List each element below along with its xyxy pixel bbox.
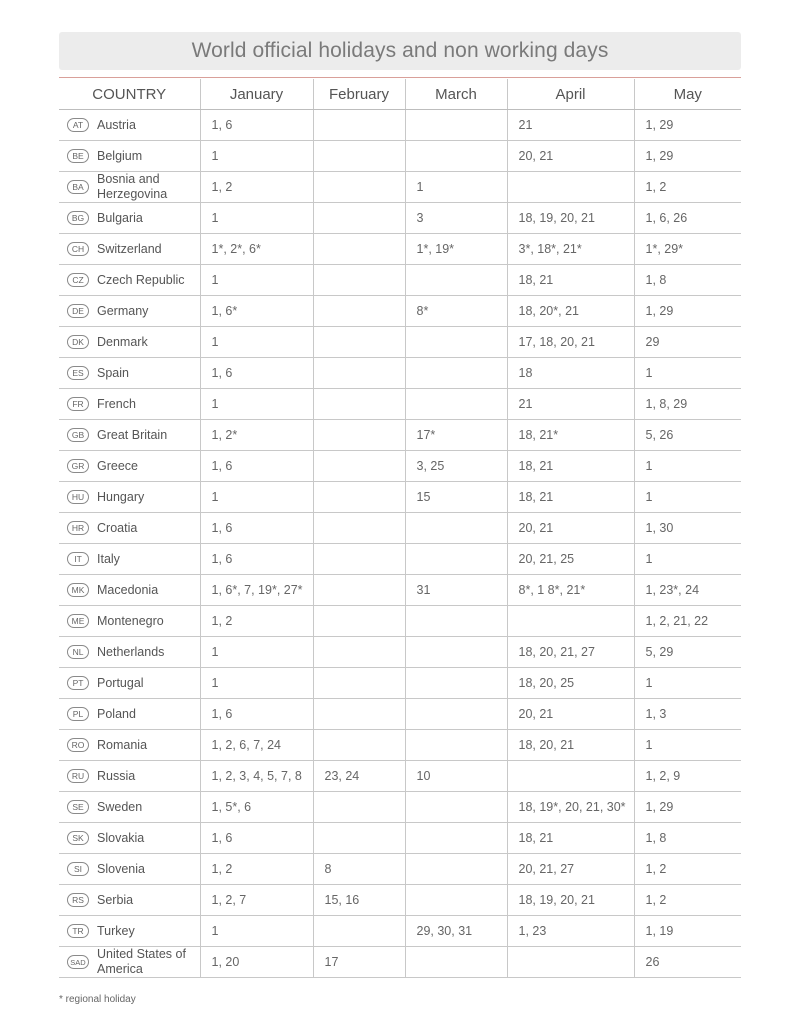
country-wrap [67,738,200,753]
country-cell [59,823,200,854]
table-row [59,265,741,296]
may-cell: 1, 29 [634,141,741,172]
col-header-may: May [634,79,741,110]
country-cell [59,110,200,141]
may-cell: 1, 8 [634,823,741,854]
table-row [59,916,741,947]
february-cell: 8 [313,854,405,885]
april-cell: 18, 21* [507,420,634,451]
may-cell: 1*, 29* [634,234,741,265]
country-wrap [67,118,200,133]
country-code-badge: CH [67,242,89,256]
country-cell [59,327,200,358]
may-cell: 1, 2 [634,885,741,916]
may-cell: 1 [634,544,741,575]
country-code-badge: GR [67,459,89,473]
february-cell [313,792,405,823]
table-row [59,172,741,203]
country-wrap [67,800,200,815]
march-cell [405,823,507,854]
march-cell [405,389,507,420]
country-cell [59,265,200,296]
february-cell [313,699,405,730]
february-cell [313,823,405,854]
april-cell: 18, 21 [507,265,634,296]
country-wrap [67,273,200,288]
country-name: Austria [97,117,136,132]
april-cell [507,947,634,978]
may-cell: 1, 2, 9 [634,761,741,792]
col-header-february: February [313,79,405,110]
february-cell [313,327,405,358]
country-name: Bulgaria [97,210,143,225]
april-cell: 3*, 18*, 21* [507,234,634,265]
country-code-badge: RU [67,769,89,783]
march-cell [405,110,507,141]
march-cell: 17* [405,420,507,451]
country-code-badge: BA [67,180,89,194]
country-cell [59,544,200,575]
country-wrap [67,552,200,567]
february-cell [313,296,405,327]
country-code-badge: DK [67,335,89,349]
january-cell: 1, 6 [200,699,313,730]
footnote: * regional holiday [59,994,136,1005]
january-cell: 1, 6* [200,296,313,327]
april-cell: 20, 21 [507,141,634,172]
table-body [59,110,741,978]
country-cell [59,358,200,389]
april-cell: 18 [507,358,634,389]
table-row [59,389,741,420]
country-code-badge: HU [67,490,89,504]
january-cell: 1, 2 [200,172,313,203]
april-cell: 18, 21 [507,451,634,482]
table-row [59,482,741,513]
country-wrap [67,521,200,536]
table-row [59,668,741,699]
country-name: Germany [97,303,149,318]
table-row [59,420,741,451]
may-cell: 1 [634,451,741,482]
may-cell: 1, 8, 29 [634,389,741,420]
col-header-january: January [200,79,313,110]
country-cell [59,482,200,513]
may-cell: 1, 19 [634,916,741,947]
may-cell: 1, 30 [634,513,741,544]
country-name: Turkey [97,923,135,938]
january-cell: 1, 6 [200,544,313,575]
january-cell: 1 [200,141,313,172]
march-cell: 31 [405,575,507,606]
january-cell: 1, 6 [200,358,313,389]
table-row [59,544,741,575]
country-wrap [67,676,200,691]
country-wrap [67,947,200,977]
january-cell: 1, 2, 3, 4, 5, 7, 8 [200,761,313,792]
table-row [59,761,741,792]
country-code-badge: SE [67,800,89,814]
country-wrap [67,211,200,226]
march-cell [405,637,507,668]
may-cell: 1, 2, 21, 22 [634,606,741,637]
country-name: Portugal [97,675,144,690]
march-cell: 1 [405,172,507,203]
march-cell: 3, 25 [405,451,507,482]
march-cell: 3 [405,203,507,234]
country-code-badge: FR [67,397,89,411]
country-cell [59,389,200,420]
february-cell [313,916,405,947]
table-row [59,451,741,482]
april-cell: 18, 21 [507,823,634,854]
col-header-april: April [507,79,634,110]
country-cell [59,575,200,606]
january-cell: 1 [200,482,313,513]
country-wrap [67,459,200,474]
country-name: Slovakia [97,830,145,845]
country-name: Russia [97,768,136,783]
country-name: Poland [97,706,136,721]
may-cell: 1 [634,730,741,761]
country-wrap [67,490,200,505]
february-cell [313,420,405,451]
country-name: Belgium [97,148,143,163]
country-cell [59,947,200,978]
table-row [59,110,741,141]
page-title: World official holidays and non working days [59,32,741,70]
country-name: Hungary [97,489,145,504]
country-cell [59,606,200,637]
country-name: Croatia [97,520,138,535]
march-cell [405,699,507,730]
january-cell: 1 [200,203,313,234]
february-cell [313,110,405,141]
february-cell [313,482,405,513]
february-cell [313,668,405,699]
holidays-table [59,79,741,978]
february-cell [313,544,405,575]
february-cell [313,141,405,172]
country-code-badge: HR [67,521,89,535]
may-cell: 26 [634,947,741,978]
table-row [59,730,741,761]
february-cell [313,637,405,668]
table-row [59,854,741,885]
country-code-badge: RO [67,738,89,752]
february-cell [313,203,405,234]
country-wrap [67,862,200,877]
country-name: Sweden [97,799,143,814]
country-cell [59,451,200,482]
country-name: Netherlands [97,644,165,659]
title-divider [59,77,741,78]
country-name: Greece [97,458,138,473]
table-row [59,141,741,172]
country-name: Bosnia and Herzegovina [97,172,168,201]
february-cell [313,606,405,637]
may-cell: 1, 6, 26 [634,203,741,234]
february-cell: 15, 16 [313,885,405,916]
country-cell [59,699,200,730]
country-cell [59,761,200,792]
january-cell: 1 [200,389,313,420]
april-cell: 18, 20, 21, 27 [507,637,634,668]
may-cell: 1, 2 [634,854,741,885]
country-name: Switzerland [97,241,162,256]
table-row [59,637,741,668]
country-name: Denmark [97,334,148,349]
country-cell [59,854,200,885]
january-cell: 1 [200,265,313,296]
country-name: French [97,396,136,411]
january-cell: 1, 2* [200,420,313,451]
table-row [59,327,741,358]
january-cell: 1 [200,668,313,699]
country-wrap [67,428,200,443]
country-code-badge: RS [67,893,89,907]
country-code-badge: SI [67,862,89,876]
march-cell [405,792,507,823]
april-cell: 21 [507,389,634,420]
country-wrap [67,831,200,846]
march-cell [405,885,507,916]
april-cell: 18, 19, 20, 21 [507,203,634,234]
country-cell [59,234,200,265]
may-cell: 1 [634,358,741,389]
february-cell [313,451,405,482]
country-code-badge: CZ [67,273,89,287]
february-cell [313,265,405,296]
february-cell [313,358,405,389]
country-name: Italy [97,551,120,566]
country-code-badge: ME [67,614,89,628]
january-cell: 1, 2 [200,606,313,637]
february-cell [313,730,405,761]
march-cell: 15 [405,482,507,513]
april-cell: 20, 21 [507,513,634,544]
january-cell: 1, 20 [200,947,313,978]
january-cell: 1 [200,916,313,947]
april-cell: 18, 19*, 20, 21, 30* [507,792,634,823]
country-wrap [67,149,200,164]
may-cell: 1, 29 [634,792,741,823]
table-row [59,575,741,606]
january-cell: 1, 2 [200,854,313,885]
country-wrap [67,366,200,381]
february-cell: 23, 24 [313,761,405,792]
col-header-country: COUNTRY [59,79,200,110]
table-row [59,606,741,637]
april-cell: 18, 19, 20, 21 [507,885,634,916]
february-cell [313,234,405,265]
country-name: Serbia [97,892,134,907]
april-cell: 18, 20, 25 [507,668,634,699]
january-cell: 1, 6 [200,513,313,544]
april-cell: 1, 23 [507,916,634,947]
february-cell [313,172,405,203]
table-row [59,296,741,327]
april-cell: 20, 21, 27 [507,854,634,885]
country-cell [59,637,200,668]
country-name: Macedonia [97,582,159,597]
march-cell [405,947,507,978]
country-name: United States of America [97,947,186,976]
may-cell: 1 [634,668,741,699]
country-cell [59,420,200,451]
january-cell: 1, 2, 6, 7, 24 [200,730,313,761]
february-cell [313,575,405,606]
country-code-badge: BG [67,211,89,225]
country-wrap [67,645,200,660]
january-cell: 1*, 2*, 6* [200,234,313,265]
table-row [59,947,741,978]
january-cell: 1, 2, 7 [200,885,313,916]
january-cell: 1, 6 [200,823,313,854]
country-code-badge: NL [67,645,89,659]
country-code-badge: SK [67,831,89,845]
country-code-badge: PL [67,707,89,721]
april-cell: 21 [507,110,634,141]
country-cell [59,668,200,699]
col-header-march: March [405,79,507,110]
country-wrap [67,614,200,629]
march-cell [405,141,507,172]
may-cell: 29 [634,327,741,358]
february-cell [313,513,405,544]
country-code-badge: BE [67,149,89,163]
february-cell: 17 [313,947,405,978]
country-wrap [67,397,200,412]
march-cell: 1*, 19* [405,234,507,265]
table-row [59,234,741,265]
country-cell [59,916,200,947]
may-cell: 1, 8 [634,265,741,296]
table-row [59,792,741,823]
march-cell [405,730,507,761]
country-code-badge: SAD [67,955,89,969]
april-cell: 20, 21, 25 [507,544,634,575]
april-cell: 18, 21 [507,482,634,513]
may-cell: 1, 23*, 24 [634,575,741,606]
table-row [59,203,741,234]
country-cell [59,172,200,203]
may-cell: 1, 2 [634,172,741,203]
march-cell [405,854,507,885]
march-cell [405,327,507,358]
table-row [59,699,741,730]
april-cell: 17, 18, 20, 21 [507,327,634,358]
country-cell [59,296,200,327]
march-cell [405,606,507,637]
country-code-badge: TR [67,924,89,938]
country-name: Romania [97,737,148,752]
country-name: Great Britain [97,427,168,442]
country-wrap [67,172,200,202]
country-code-badge: AT [67,118,89,132]
country-cell [59,141,200,172]
table-row [59,885,741,916]
country-code-badge: PT [67,676,89,690]
country-code-badge: DE [67,304,89,318]
march-cell [405,544,507,575]
country-code-badge: MK [67,583,89,597]
country-wrap [67,769,200,784]
country-cell [59,885,200,916]
may-cell: 1 [634,482,741,513]
march-cell: 29, 30, 31 [405,916,507,947]
country-wrap [67,583,200,598]
april-cell [507,761,634,792]
country-code-badge: GB [67,428,89,442]
country-wrap [67,707,200,722]
country-name: Spain [97,365,129,380]
march-cell [405,668,507,699]
table-row [59,358,741,389]
may-cell: 5, 26 [634,420,741,451]
table-row [59,823,741,854]
february-cell [313,389,405,420]
january-cell: 1, 6 [200,110,313,141]
country-wrap [67,335,200,350]
country-wrap [67,242,200,257]
country-cell [59,513,200,544]
april-cell: 8*, 1 8*, 21* [507,575,634,606]
country-cell [59,792,200,823]
country-name: Slovenia [97,861,145,876]
january-cell: 1, 5*, 6 [200,792,313,823]
march-cell [405,513,507,544]
january-cell: 1, 6 [200,451,313,482]
country-name: Montenegro [97,613,164,628]
country-code-badge: ES [67,366,89,380]
country-cell [59,203,200,234]
country-wrap [67,304,200,319]
country-wrap [67,924,200,939]
country-cell [59,730,200,761]
header-row [59,79,741,110]
country-name: Czech Republic [97,272,185,287]
april-cell [507,172,634,203]
may-cell: 1, 3 [634,699,741,730]
march-cell: 8* [405,296,507,327]
january-cell: 1 [200,637,313,668]
table-row [59,513,741,544]
april-cell [507,606,634,637]
april-cell: 18, 20, 21 [507,730,634,761]
march-cell [405,358,507,389]
country-wrap [67,893,200,908]
april-cell: 18, 20*, 21 [507,296,634,327]
country-code-badge: IT [67,552,89,566]
march-cell [405,265,507,296]
january-cell: 1, 6*, 7, 19*, 27* [200,575,313,606]
april-cell: 20, 21 [507,699,634,730]
january-cell: 1 [200,327,313,358]
may-cell: 1, 29 [634,296,741,327]
may-cell: 1, 29 [634,110,741,141]
may-cell: 5, 29 [634,637,741,668]
march-cell: 10 [405,761,507,792]
